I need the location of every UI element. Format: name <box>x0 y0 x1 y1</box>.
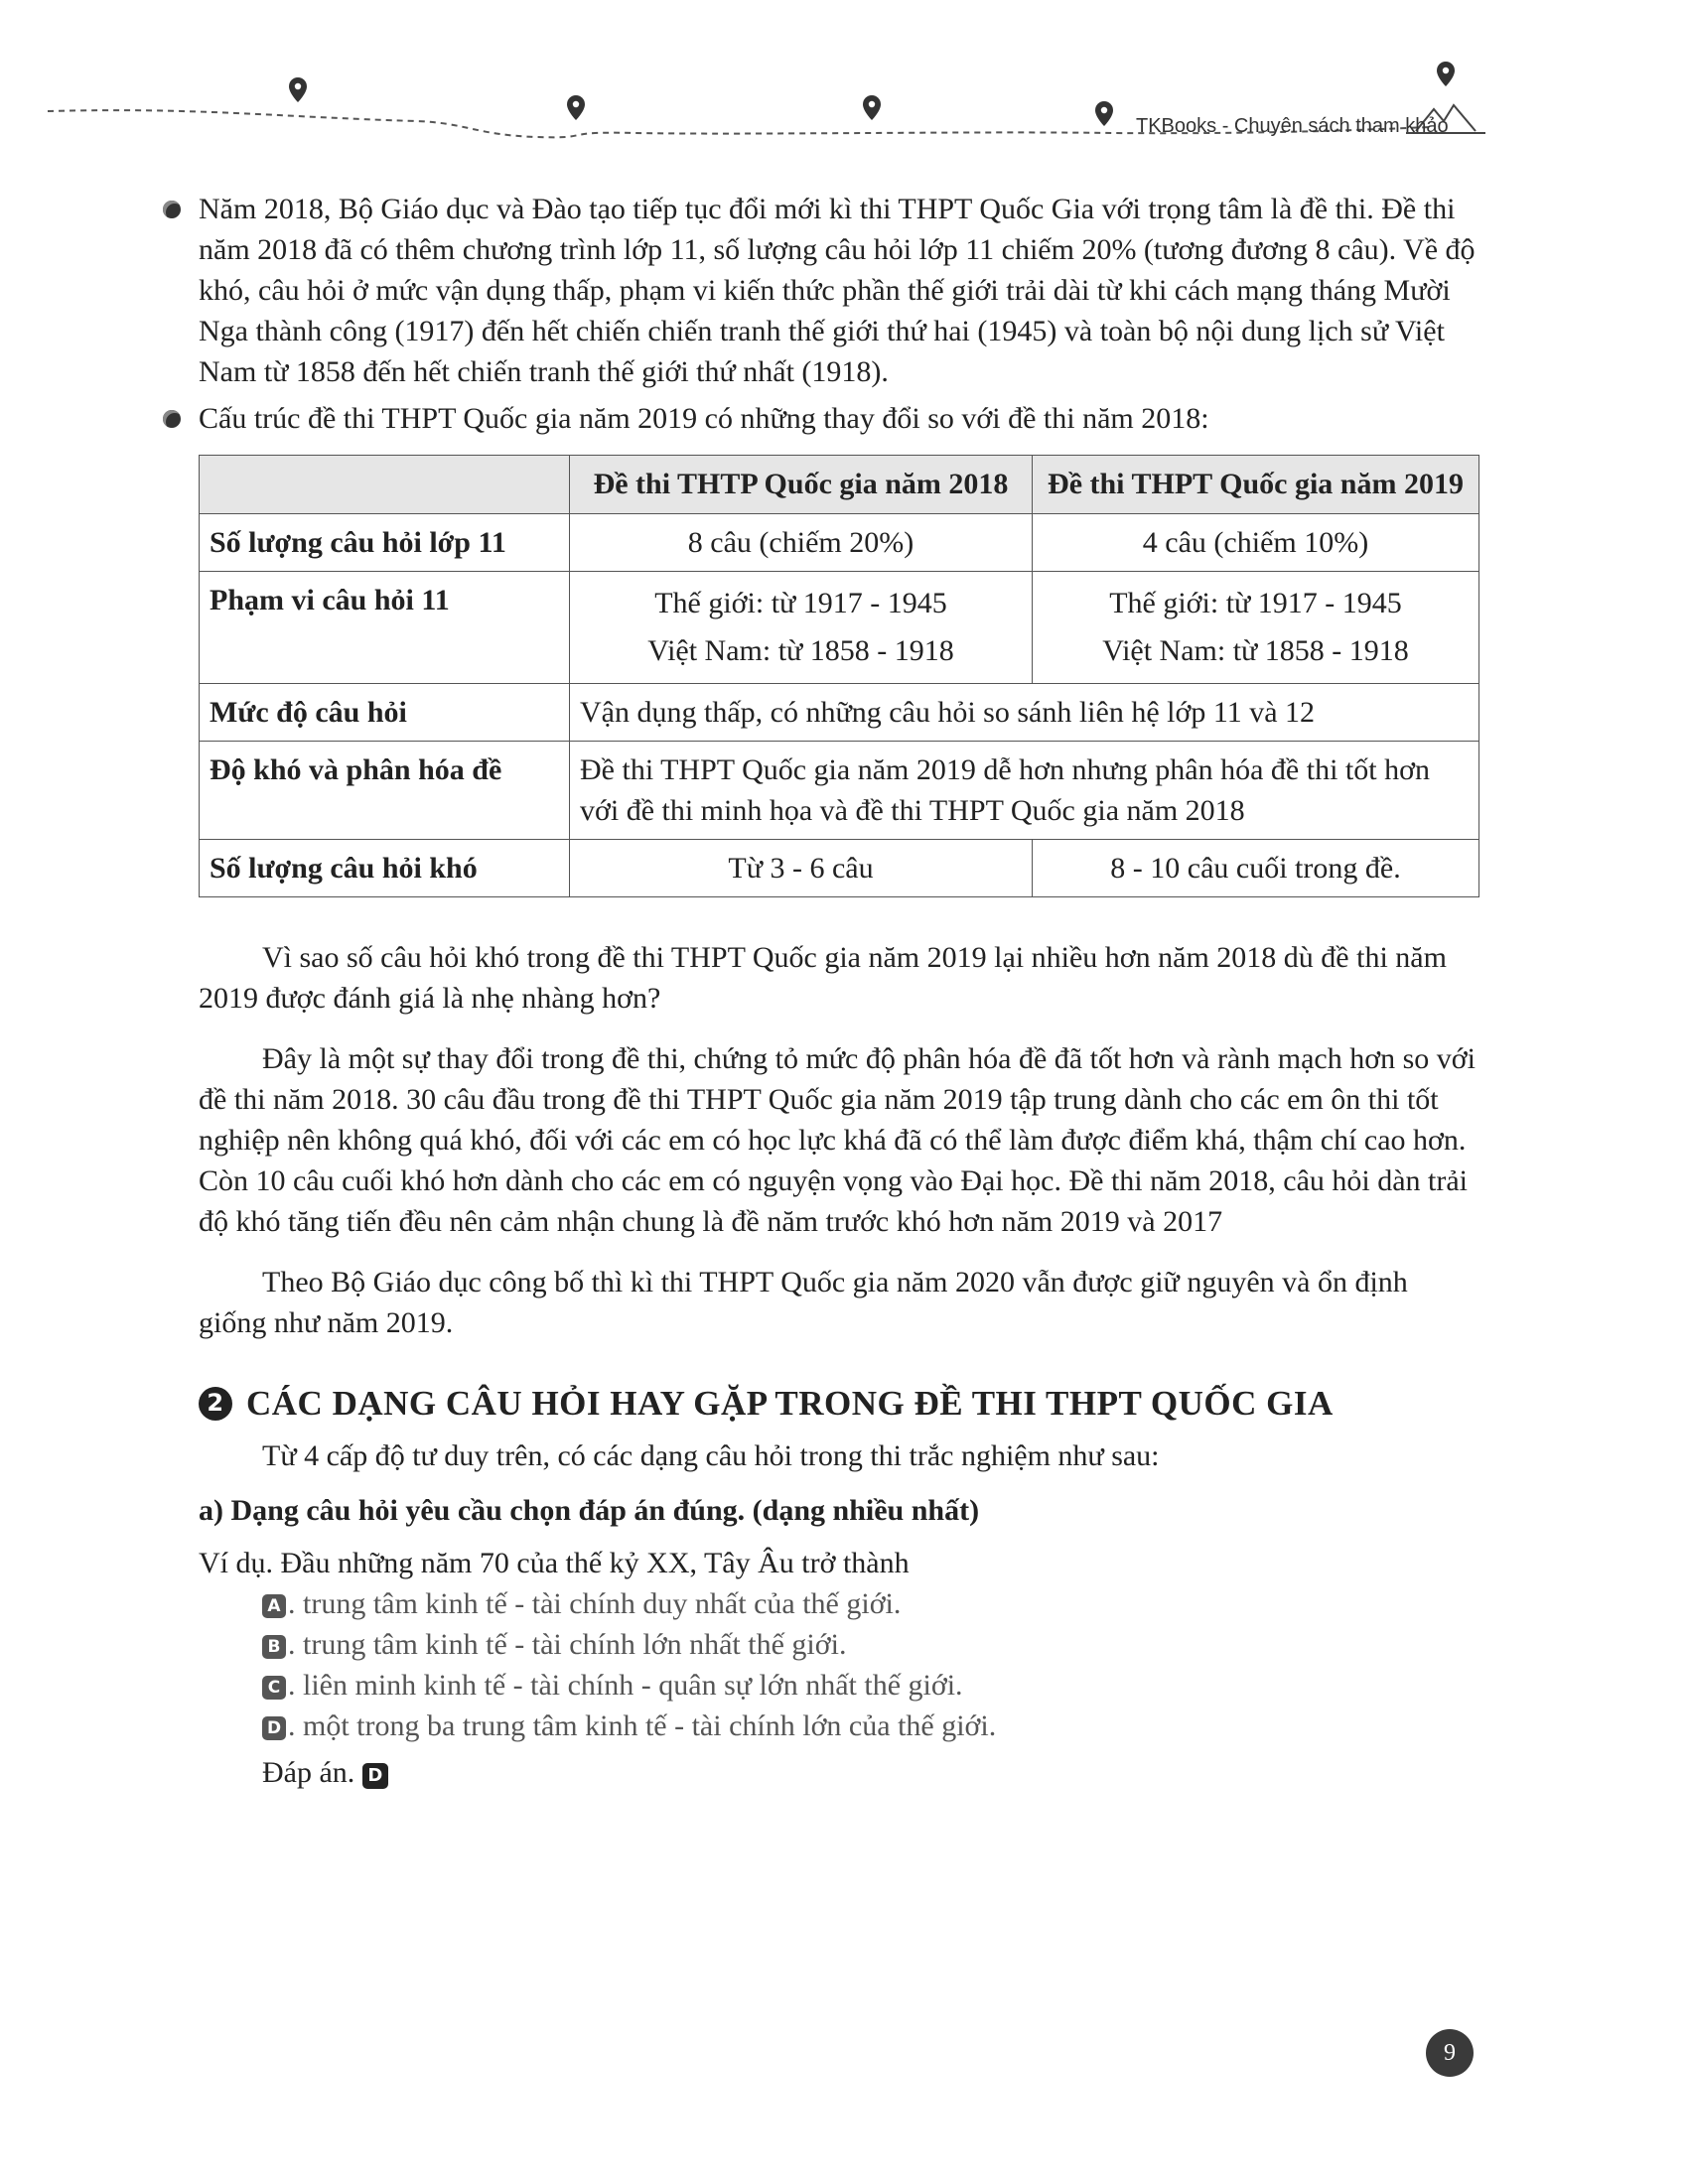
option-badge: A <box>262 1594 286 1618</box>
table-cell <box>570 572 1033 684</box>
map-pin-icon <box>1095 101 1113 126</box>
option-item <box>262 1665 1479 1706</box>
option-item <box>262 1583 1479 1624</box>
bullet-text: Cấu trúc đề thi THPT Quốc gia năm 2019 có những thay đổi so với đề thi năm 2018: <box>199 402 1209 435</box>
bullet-paragraph <box>99 189 1479 392</box>
option-item <box>262 1706 1479 1746</box>
table-header-row <box>200 456 1479 514</box>
brand-text: TKBooks - Chuyên sách tham khảo <box>1136 115 1449 137</box>
table-merged-cell: Đề thi THPT Quốc gia năm 2019 dễ hơn nhưng phân hóa đề thi tốt hơn với đề thi minh họa và đề thi THPT Quốc gia năm 2018 <box>570 742 1479 840</box>
option-text: . trung tâm kinh tế - tài chính duy nhất của thế giới. <box>288 1587 902 1620</box>
option-text: . liên minh kinh tế - tài chính - quân sự lớn nhất thế giới. <box>288 1669 963 1702</box>
body-paragraph: Đây là một sự thay đổi trong đề thi, chứng tỏ mức độ phân hóa đề đã tốt hơn và rành mạch hơn so với đề thi năm 2018. 30 câu đầu trong đề thi THPT Quốc gia năm 2019 tập trung dành cho các em ôn thi tốt nghiệp nên không quá khó, đối với các em có học lực khá đã có thể làm được điểm khá, thậm chí cao hơn. Còn 10 câu cuối khó hơn dành cho các em có nguyện vọng vào Đại học. Đề thi năm 2018, câu hỏi dàn trải độ khó tăng tiến đều nên cảm nhận chung là đề năm trước khó hơn năm 2019 và 2017 <box>199 1042 1476 1238</box>
section-number-badge: 2 <box>199 1387 232 1421</box>
map-pin-icon <box>1437 62 1455 86</box>
answer-line <box>262 1752 1479 1793</box>
body-paragraph: Theo Bộ Giáo dục công bố thì kì thi THPT Quốc gia năm 2020 vẫn được giữ nguyên và ổn định giống như năm 2019. <box>199 1266 1408 1339</box>
row-label: Độ khó và phân hóa đề <box>200 742 570 840</box>
bullet-icon <box>163 410 181 428</box>
body-paragraph: Vì sao số câu hỏi khó trong đề thi THPT Quốc gia năm 2019 lại nhiều hơn năm 2018 dù đề thi năm 2019 được đánh giá là nhẹ nhàng hơn? <box>199 941 1447 1015</box>
section-title: CÁC DẠNG CÂU HỎI HAY GẶP TRONG ĐỀ THI THPT QUỐC GIA <box>246 1384 1334 1423</box>
answer-badge: D <box>362 1763 388 1789</box>
table-row <box>200 742 1479 840</box>
bullet-icon <box>163 201 181 218</box>
subheading: a) Dạng câu hỏi yêu cầu chọn đáp án đúng. (dạng nhiều nhất) <box>199 1494 980 1527</box>
answer-label: Đáp án. <box>262 1756 355 1789</box>
table-header-cell <box>200 456 570 514</box>
table-merged-cell: Vận dụng thấp, có những câu hỏi so sánh liên hệ lớp 11 và 12 <box>570 684 1479 742</box>
bullet-paragraph <box>99 398 1479 439</box>
table-cell: 8 câu (chiếm 20%) <box>570 514 1033 572</box>
option-badge: C <box>262 1676 286 1700</box>
table-header-cell: Đề thi THPT Quốc gia năm 2019 <box>1033 456 1479 514</box>
table-row <box>200 684 1479 742</box>
map-pin-icon <box>567 95 585 120</box>
map-pin-icon <box>863 95 881 120</box>
table-cell: 8 - 10 câu cuối trong đề. <box>1033 840 1479 897</box>
section-intro: Từ 4 cấp độ tư duy trên, có các dạng câu hỏi trong thi trắc nghiệm như sau: <box>262 1439 1160 1472</box>
section-heading <box>199 1383 1479 1424</box>
table-row <box>200 572 1479 684</box>
comparison-table <box>199 455 1479 897</box>
row-label: Mức độ câu hỏi <box>200 684 570 742</box>
cell-line: Thế giới: từ 1917 - 1945 <box>654 587 947 619</box>
example-question: Ví dụ. Đầu những năm 70 của thế kỷ XX, Tây Âu trở thành <box>199 1547 910 1579</box>
option-badge: B <box>262 1635 286 1659</box>
table-cell: 4 câu (chiếm 10%) <box>1033 514 1479 572</box>
cell-line: Việt Nam: từ 1858 - 1918 <box>1102 634 1409 667</box>
bullet-text: Năm 2018, Bộ Giáo dục và Đào tạo tiếp tục đổi mới kì thi THPT Quốc Gia với trọng tâm là đề thi. Đề thi năm 2018 đã có thêm chương trình lớp 11, số lượng câu hỏi lớp 11 chiếm 20% (tương đương 8 câu). Về độ khó, câu hỏi ở mức vận dụng thấp, phạm vi kiến thức phần thế giới trải dài từ khi cách mạng tháng Mười Nga thành công (1917) đến hết chiến chiến tranh thế giới thứ hai (1945) và toàn bộ nội dung lịch sử Việt Nam từ 1858 đến hết chiến tranh thế giới thứ nhất (1918). <box>199 193 1476 388</box>
row-label: Số lượng câu hỏi lớp 11 <box>200 514 570 572</box>
table-header-cell: Đề thi THTP Quốc gia năm 2018 <box>570 456 1033 514</box>
row-label: Số lượng câu hỏi khó <box>200 840 570 897</box>
table-cell: Từ 3 - 6 câu <box>570 840 1033 897</box>
cell-line: Việt Nam: từ 1858 - 1918 <box>647 634 954 667</box>
option-badge: D <box>262 1716 286 1740</box>
table-row <box>200 840 1479 897</box>
answer-options <box>262 1583 1479 1746</box>
option-text: . trung tâm kinh tế - tài chính lớn nhất thế giới. <box>288 1628 847 1661</box>
cell-line: Thế giới: từ 1917 - 1945 <box>1109 587 1402 619</box>
option-item <box>262 1624 1479 1665</box>
table-row <box>200 514 1479 572</box>
row-label: Phạm vi câu hỏi 11 <box>200 572 570 684</box>
option-text: . một trong ba trung tâm kinh tế - tài chính lớn của thế giới. <box>288 1709 997 1742</box>
table-cell <box>1033 572 1479 684</box>
page-number: 9 <box>1426 2029 1474 2077</box>
map-pin-icon <box>289 77 307 102</box>
page-content <box>199 189 1479 1793</box>
